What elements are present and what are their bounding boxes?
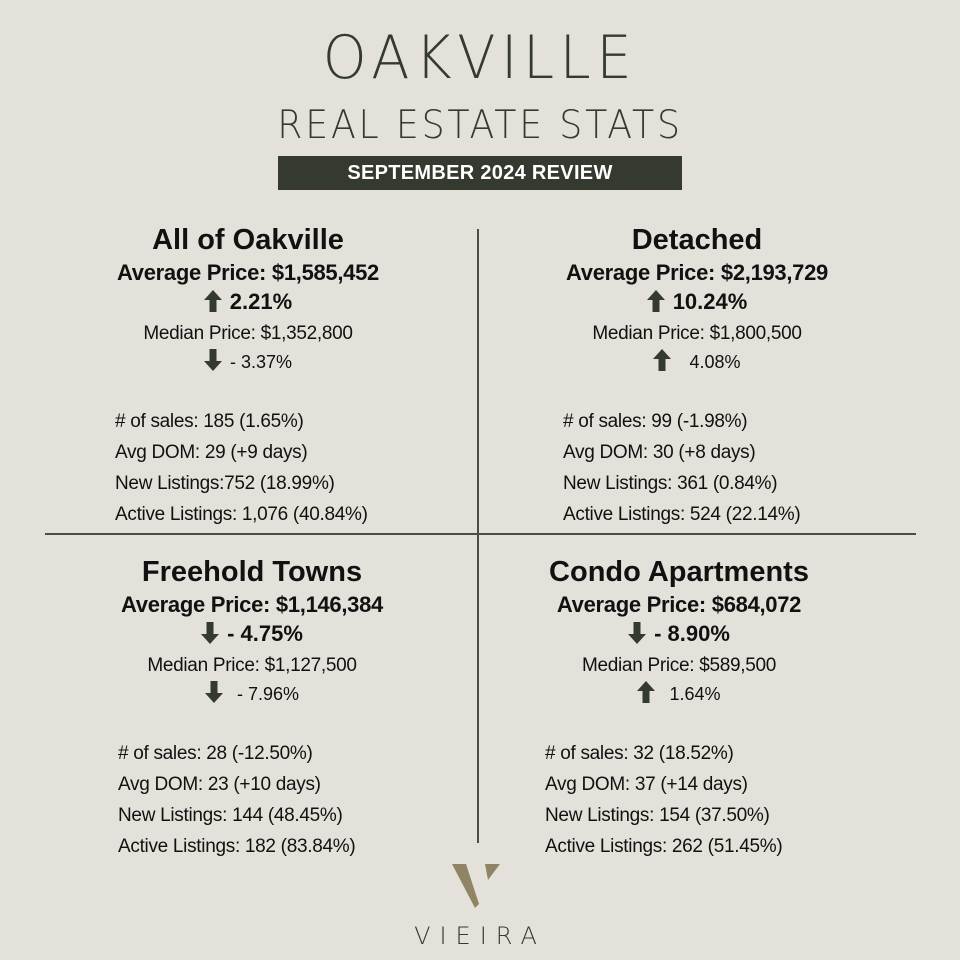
quadrant-detached — [497, 222, 897, 530]
stat-active-listings: Active Listings: 182 (83.84%) — [118, 836, 356, 857]
average-change-value: 2.21% — [229, 289, 293, 314]
average-change — [52, 620, 452, 648]
arrow-down-icon — [204, 349, 222, 371]
average-change — [497, 288, 897, 316]
quadrant-all-of-oakville — [48, 222, 448, 530]
stat-active-listings: Active Listings: 524 (22.14%) — [563, 504, 801, 525]
average-change-value: - 4.75% — [227, 621, 303, 646]
median-change-value: 1.64% — [669, 684, 721, 704]
stat-new-listings: New Listings: 361 (0.84%) — [563, 473, 778, 494]
average-price: Average Price: $2,193,729 — [566, 260, 828, 285]
arrow-up-icon — [204, 290, 222, 312]
brand-name: VIEIRA — [414, 922, 546, 950]
stat-active-listings: Active Listings: 262 (51.45%) — [545, 836, 783, 857]
average-change-value: 10.24% — [672, 289, 748, 314]
stat-sales: # of sales: 28 (-12.50%) — [118, 743, 313, 764]
arrow-up-icon — [647, 290, 665, 312]
arrow-up-icon — [637, 681, 655, 703]
median-price: Median Price: $1,800,500 — [592, 323, 802, 344]
stats-list — [48, 406, 448, 530]
stat-new-listings: New Listings:752 (18.99%) — [115, 473, 335, 494]
quadrant-title: Condo Apartments — [549, 556, 809, 588]
stat-avg-dom: Avg DOM: 37 (+14 days) — [545, 774, 748, 795]
average-price: Average Price: $1,585,452 — [117, 260, 379, 285]
stats-list — [52, 738, 452, 862]
average-change — [48, 288, 448, 316]
stat-sales: # of sales: 99 (-1.98%) — [563, 411, 748, 432]
median-change — [48, 348, 448, 376]
median-change-value: - 3.37% — [229, 352, 293, 372]
median-change — [52, 680, 452, 708]
stat-avg-dom: Avg DOM: 29 (+9 days) — [115, 442, 308, 463]
average-price: Average Price: $1,146,384 — [121, 592, 383, 617]
arrow-up-icon — [653, 349, 671, 371]
stat-sales: # of sales: 32 (18.52%) — [545, 743, 734, 764]
quadrant-condo-apartments — [479, 554, 879, 862]
stat-avg-dom: Avg DOM: 30 (+8 days) — [563, 442, 756, 463]
page-subtitle: REAL ESTATE STATS — [277, 103, 683, 148]
average-change-value: - 8.90% — [654, 621, 730, 646]
horizontal-divider — [45, 533, 916, 535]
stats-list — [497, 406, 897, 530]
arrow-down-icon — [628, 622, 646, 644]
average-price: Average Price: $684,072 — [556, 592, 802, 617]
quadrant-title: All of Oakville — [152, 224, 344, 256]
median-change-value: - 7.96% — [236, 684, 300, 704]
median-price: Median Price: $1,352,800 — [143, 323, 353, 344]
v-monogram-icon — [452, 864, 500, 908]
stats-list — [479, 738, 879, 862]
stat-new-listings: New Listings: 154 (37.50%) — [545, 805, 770, 826]
average-change — [479, 620, 879, 648]
page-title: OAKVILLE — [322, 23, 638, 93]
stat-sales: # of sales: 185 (1.65%) — [115, 411, 304, 432]
median-price: Median Price: $1,127,500 — [147, 655, 357, 676]
arrow-down-icon — [201, 622, 219, 644]
review-banner: SEPTEMBER 2024 REVIEW — [278, 156, 682, 190]
arrow-down-icon — [205, 681, 223, 703]
median-change-value: 4.08% — [689, 352, 741, 372]
stat-active-listings: Active Listings: 1,076 (40.84%) — [115, 504, 368, 525]
stat-avg-dom: Avg DOM: 23 (+10 days) — [118, 774, 321, 795]
median-change — [497, 348, 897, 376]
median-price: Median Price: $589,500 — [581, 655, 777, 676]
quadrant-freehold-towns — [52, 554, 452, 862]
quadrant-title: Detached — [631, 224, 763, 256]
quadrant-title: Freehold Towns — [141, 556, 363, 588]
median-change — [479, 680, 879, 708]
stat-new-listings: New Listings: 144 (48.45%) — [118, 805, 343, 826]
